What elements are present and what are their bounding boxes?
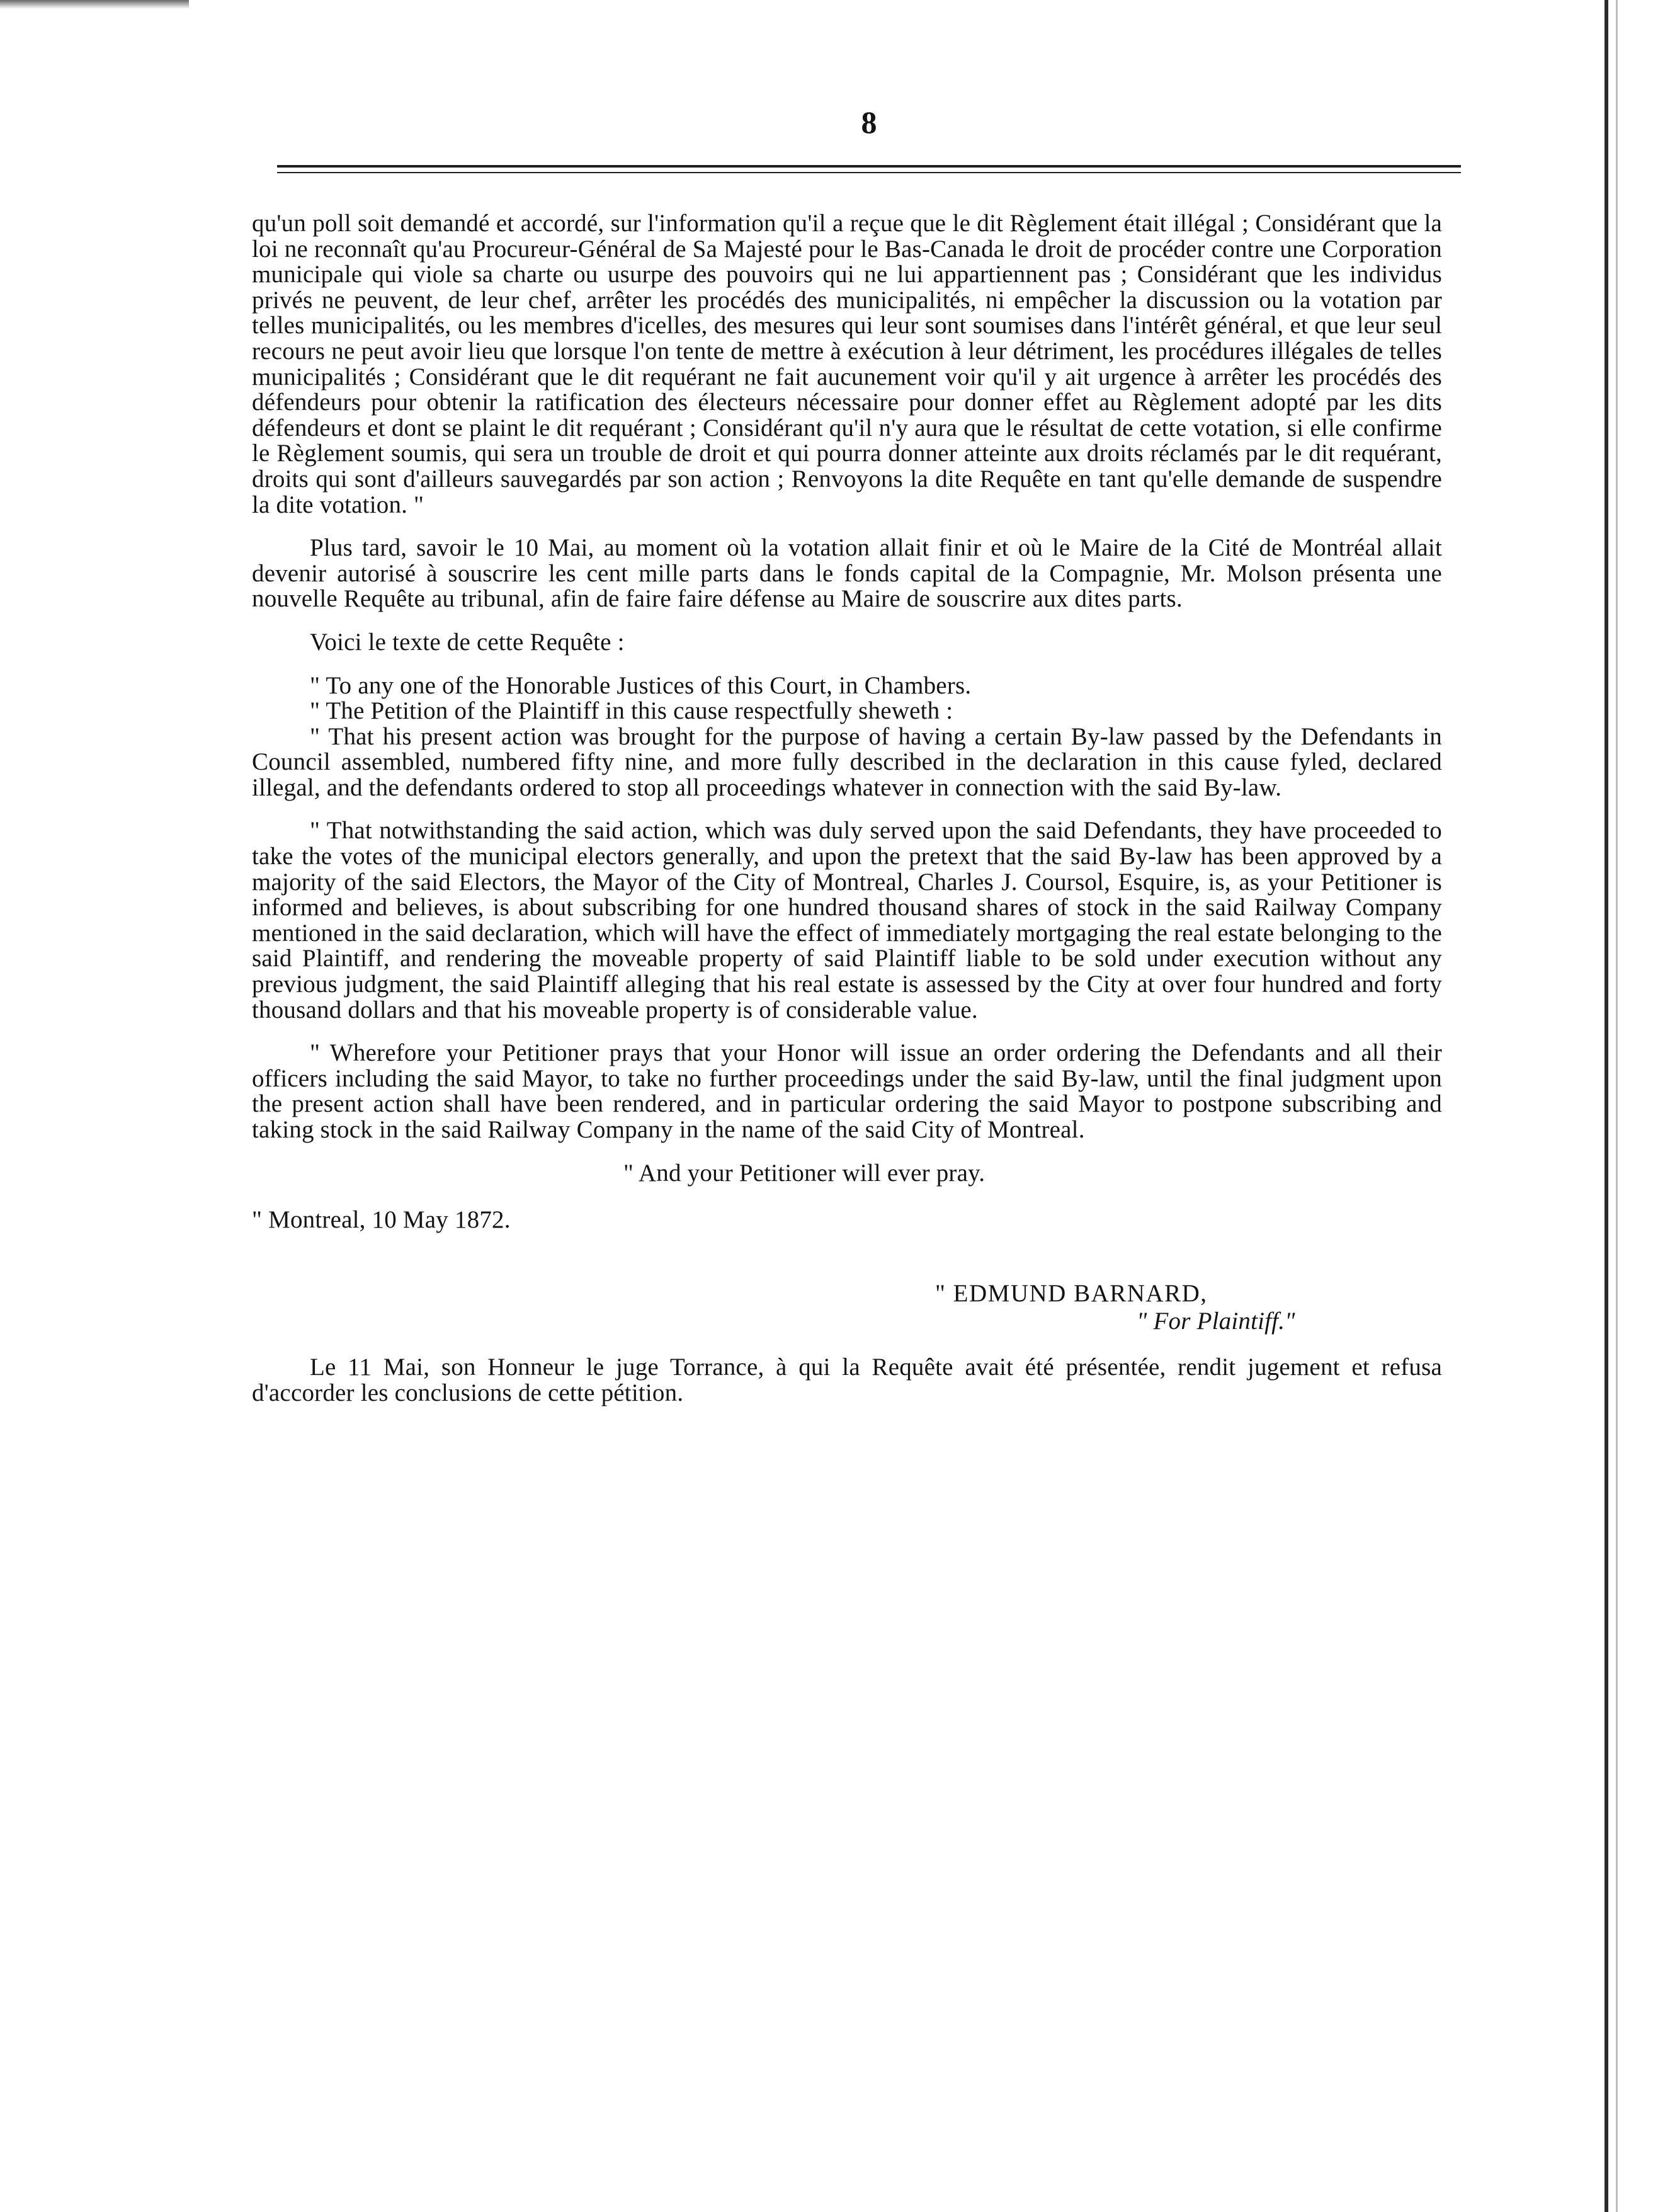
petition-sheweth: " The Petition of the Plaintiff in this cause respectfully sheweth : <box>310 697 953 725</box>
scan-edge-light <box>1616 0 1618 2212</box>
paragraph-torrance-judgment: Le 11 Mai, son Honneur le juge Torrance, à qui la Requête avait été présentée, rendit jugement et refusa d'accorder les conclusions de cette pétition. <box>252 1353 1442 1406</box>
paragraph-judgment-continued: qu'un poll soit demandé et accordé, sur l'information qu'il a reçue que le dit Règlement était illégal ; Considérant que la loi ne reconnaît qu'au Procureur-Général de Sa Majesté pour le Bas-Canada le droit de procéder contre une Corporation municipale qui viole sa charte ou usurpe des pouvoirs qui ne lui appartiennent pas ; Considérant que les individus privés ne peuvent, de leur chef, arrêter les procédés des municipalités, ni empêcher la discussion ou la votation par telles municipalités, ou les membres d'icelles, des mesures qui leur sont soumises dans l'intérêt général, et que leur seul recours ne peut avoir lieu que lorsque l'on tente de mettre à exécution à leur détriment, les procédures illégales de telles municipalités ; Considérant que le dit requérant ne fait aucunement voir qu'il y ait urgence à arrêter les procédés des défendeurs pour obtenir la ratification des électeurs nécessaire pour donner effet au Règlement adopté par les dits défendeurs et dont se plaint le dit requérant ; Considérant qu'il n'y aura que le résultat de cette votation, si elle confirme le Règlement soumis, qui sera un trouble de droit et qui pourra donner atteinte aux droits réclamés par le dit requérant, droits qui sont d'ailleurs sauvegardés par son action ; Renvoyons la dite Requête en tant qu'elle demande de suspendre la dite votation. " <box>252 210 1442 518</box>
paragraph-molson-new-request: Plus tard, savoir le 10 Mai, au moment où la votation allait finir et où le Maire de la Cité de Montréal allait devenir autorisé à souscrire les cent mille parts dans le fonds capital de la Compagnie, Mr. Molson présenta une nouvelle Requête au tribunal, afin de faire faire défense au Maire de souscrire aux dites parts. <box>252 534 1442 613</box>
page-body <box>252 211 1442 1406</box>
paragraph-request-intro: Voici le texte de cette Requête : <box>310 628 625 656</box>
scan-edge-dark <box>1605 0 1608 2212</box>
petition-address: " To any one of the Honorable Justices of this Court, in Chambers. <box>310 671 972 699</box>
signature-name: " EDMUND BARNARD, <box>935 1279 1208 1307</box>
petition-date: " Montreal, 10 May 1872. <box>252 1206 511 1234</box>
signature-role: " For Plaintiff." <box>1137 1308 1295 1335</box>
petition-closing: " And your Petitioner will ever pray. <box>623 1159 986 1187</box>
scan-artifact-top <box>0 0 189 9</box>
petition-clause-wherefore: " Wherefore your Petitioner prays that your Honor will issue an order ordering the Defendants and all their officers including the said Mayor, to take no further proceedings under the said By-law, until the final judgment upon the present action shall have been rendered, and in particular ordering the said Mayor to postpone subscribing and taking stock in the said Railway Company in the name of the said City of Montreal. <box>252 1039 1442 1143</box>
petition-clause-notwithstanding: " That notwithstanding the said action, which was duly served upon the said Defendants, they have proceeded to take the votes of the municipal electors generally, and upon the pretext that the said By-law has been approved by a majority of the said Electors, the Mayor of the City of Montreal, Charles J. Coursol, Esquire, is, as your Petitioner is informed and believes, is about subscribing for one hundred thousand shares of stock in the said Railway Company mentioned in the said declaration, which will have the effect of immediately mortgaging the real estate belonging to the said Plaintiff, and rendering the moveable property of said Plaintiff liable to be sold under execution without any previous judgment, the said Plaintiff alleging that his real estate is assessed by the City at over four hundred and forty thousand dollars and that his moveable property is of considerable value. <box>252 817 1442 1023</box>
petition-clause-action: " That his present action was brought for the purpose of having a certain By-law passed by the Defendants in Council assembled, numbered fifty nine, and more fully described in the declaration in this cause fyled, declared illegal, and the defendants ordered to stop all proceedings whatever in connection with the said By-law. <box>252 722 1442 801</box>
header-rule <box>277 165 1461 173</box>
page-number: 8 <box>861 105 877 140</box>
